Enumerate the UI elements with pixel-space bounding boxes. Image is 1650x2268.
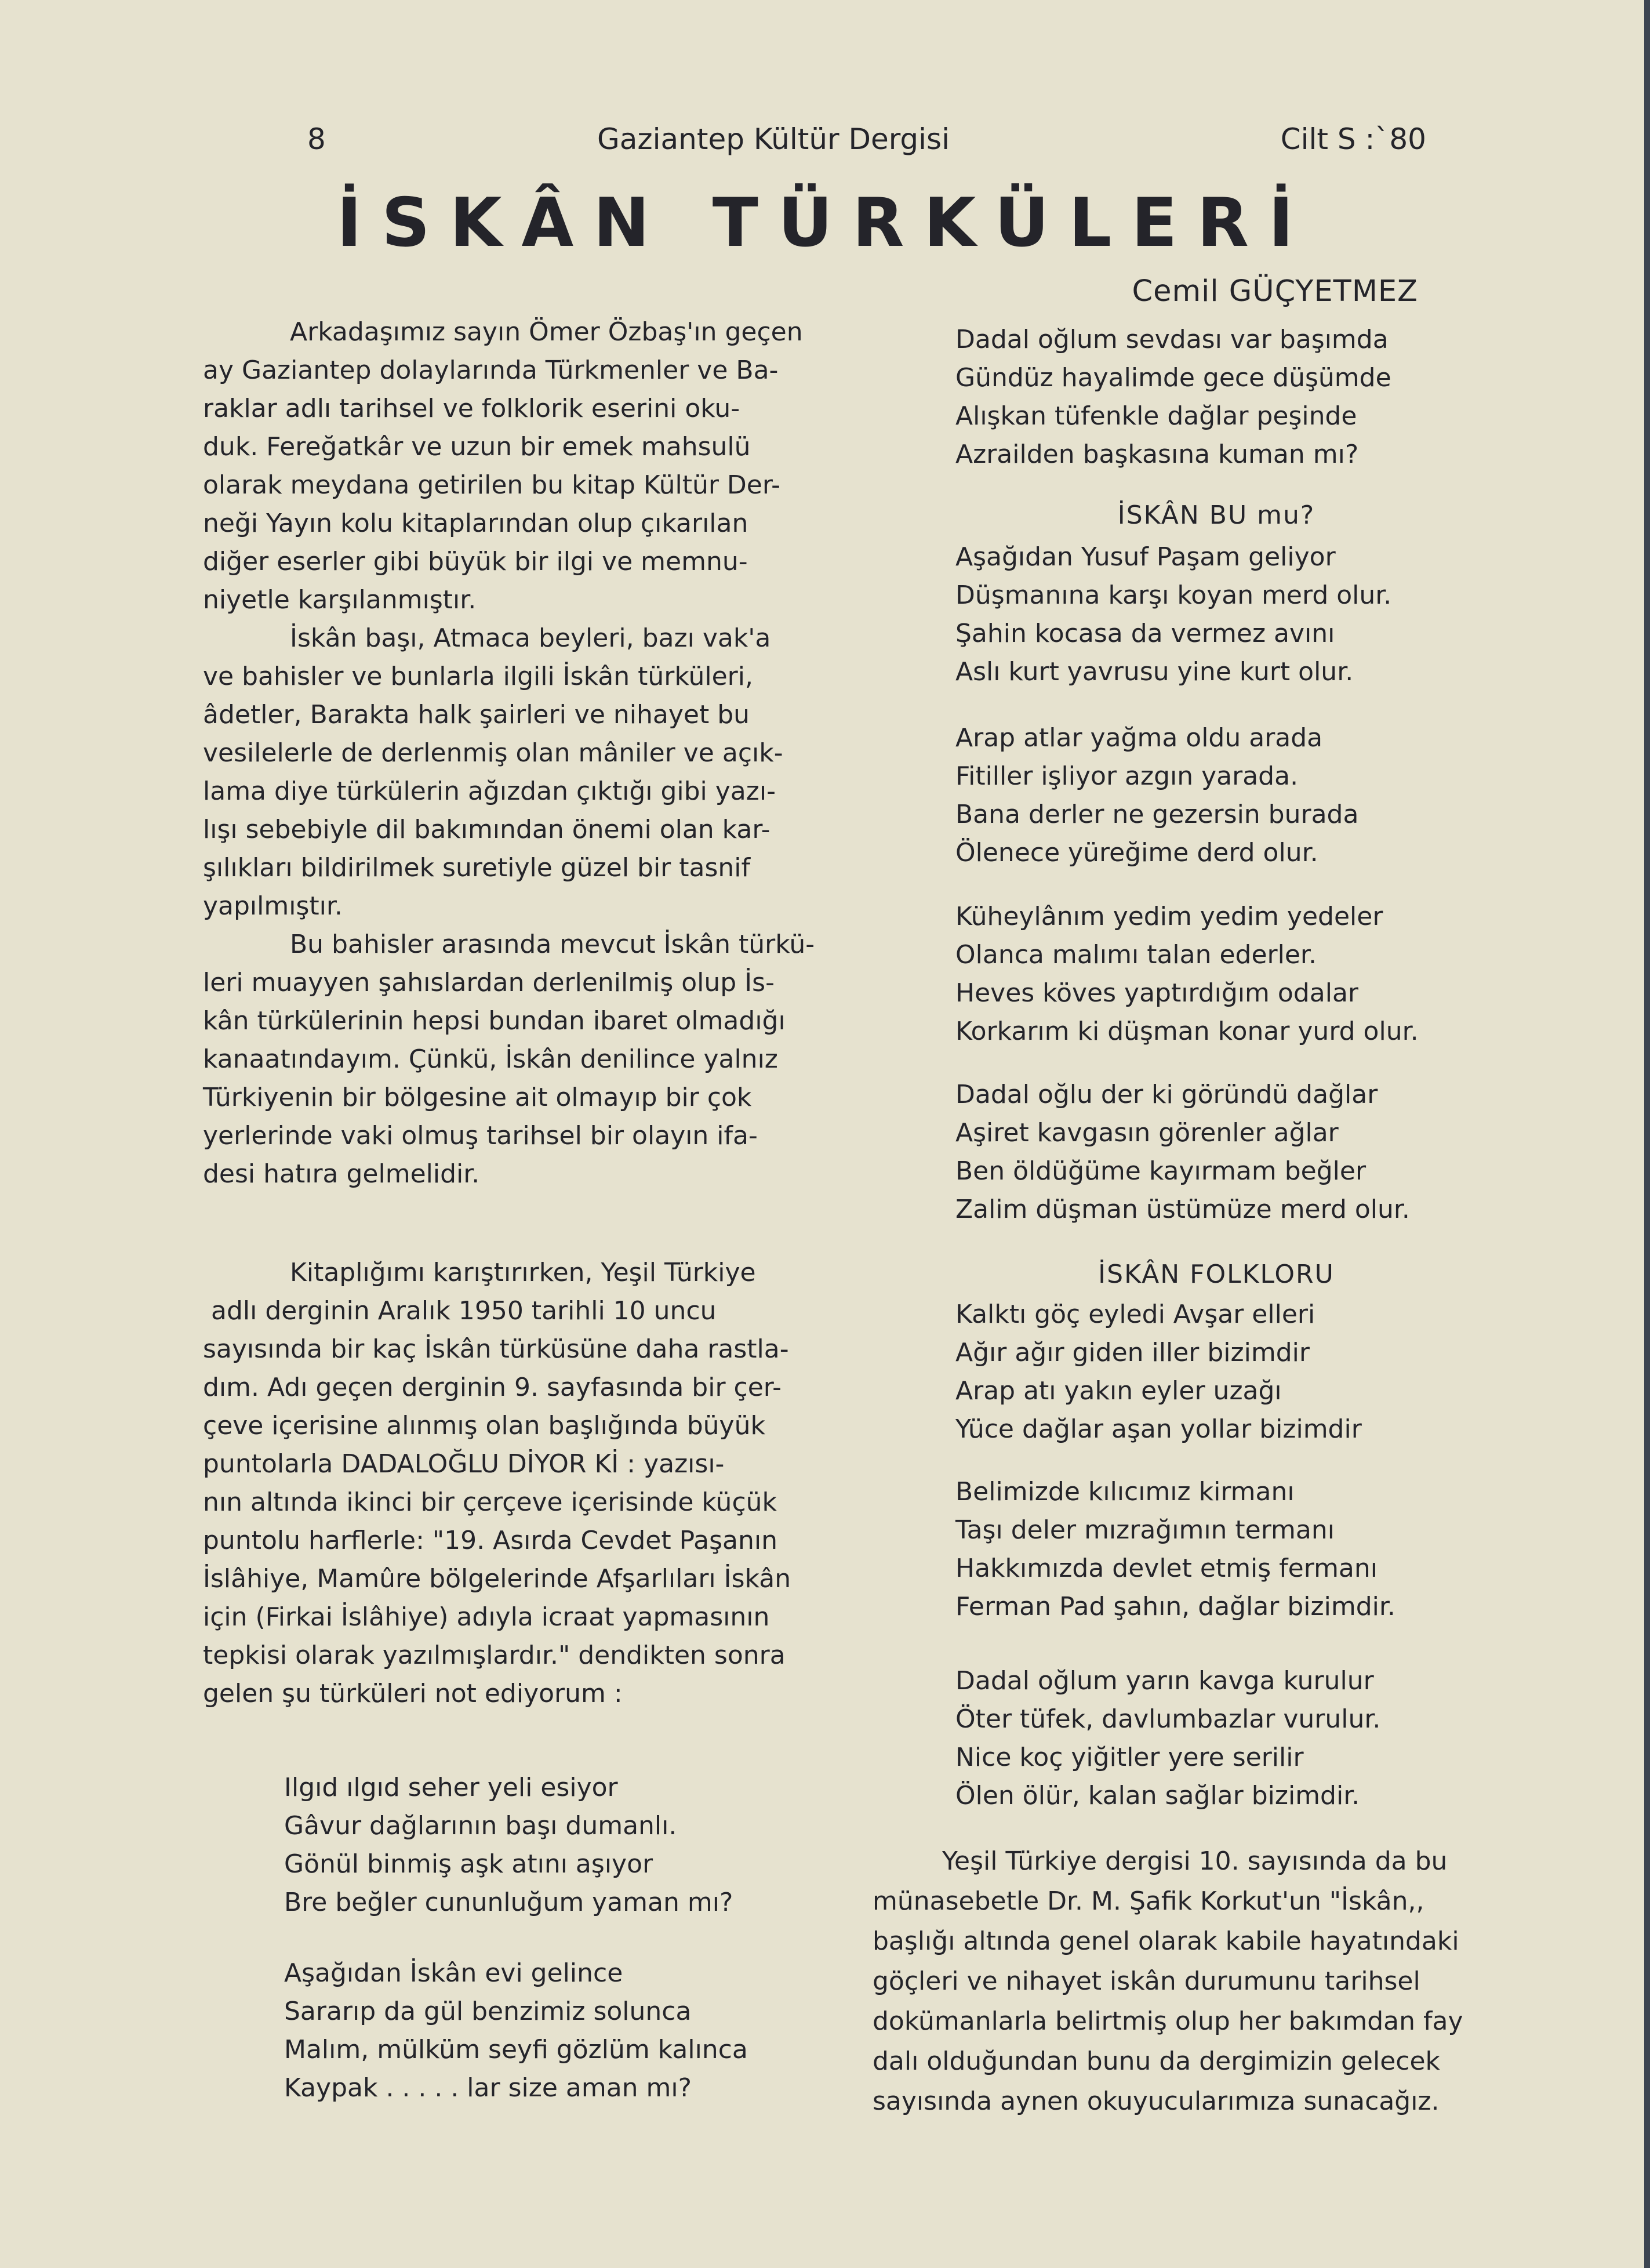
- verse-line: Aslı kurt yavrusu yine kurt olur.: [955, 657, 1354, 687]
- text-line: dım. Adı geçen derginin 9. sayfasında bir çer-: [203, 1373, 782, 1402]
- verse-line: Alışkan tüfenkle dağlar peşinde: [955, 401, 1357, 431]
- text-line: göçleri ve nihayet iskân durumunu tarihsel: [873, 1966, 1420, 1996]
- binding-edge: [1644, 0, 1650, 2268]
- verse-line: Aşiret kavgasın görenler ağlar: [955, 1118, 1339, 1148]
- verse-line: Arap atı yakın eyler uzağı: [955, 1376, 1282, 1406]
- text-line: niyetle karşılanmıştır.: [203, 585, 477, 615]
- right-verse-1: [955, 321, 1477, 474]
- right-verse-3: [955, 719, 1477, 872]
- text-line: İslâhiye, Mamûre bölgelerinde Afşarlıları İskân: [203, 1564, 791, 1594]
- verse-line: Ilgıd ılgıd seher yeli esiyor: [284, 1773, 618, 1802]
- paragraph-2: [203, 619, 841, 926]
- text-line: dokümanlarla belirtmiş olup her bakımdan fay: [873, 2006, 1463, 2036]
- text-line: raklar adlı tarihsel ve folklorik eserini oku-: [203, 394, 740, 423]
- right-verse-4: [955, 898, 1477, 1051]
- text-line: dalı olduğundan bunu da dergimizin gelecek: [873, 2046, 1440, 2076]
- magazine-title: Gaziantep Kültür Dergisi: [597, 122, 950, 156]
- author-name: Cemil GÜÇYETMEZ: [1132, 274, 1418, 309]
- verse-line: Hakkımızda devlet etmiş fermanı: [955, 1554, 1378, 1583]
- paragraph-4: [203, 1254, 841, 1713]
- text-line: puntolarla DADALOĞLU DİYOR Kİ : yazısı-: [203, 1449, 725, 1479]
- verse-line: Ben öldüğüme kayırmam beğler: [955, 1156, 1366, 1186]
- text-line: leri muayyen şahıslardan derlenilmiş olup İs-: [203, 968, 775, 997]
- verse-line: Dadal oğlu der ki göründü dağlar: [955, 1080, 1378, 1109]
- text-line: münasebetle Dr. M. Şafik Korkut'un "İskân,,: [873, 1886, 1424, 1916]
- text-line: gelen şu türküleri not ediyorum :: [203, 1679, 623, 1708]
- verse-line: Ağır ağır giden iller bizimdir: [955, 1338, 1310, 1367]
- closing-paragraph: [873, 1841, 1510, 2121]
- verse-line: Ferman Pad şahın, dağlar bizimdir.: [955, 1592, 1395, 1621]
- right-verse-5: [955, 1076, 1477, 1229]
- paragraph-3: [203, 926, 841, 1193]
- verse-line: Arap atlar yağma oldu arada: [955, 723, 1323, 753]
- verse-line: Azrailden başkasına kuman mı?: [955, 440, 1359, 469]
- verse-line: Öter tüfek, davlumbazlar vurulur.: [955, 1704, 1381, 1734]
- verse-line: Zalim düşman üstümüze merd olur.: [955, 1195, 1410, 1224]
- verse-line: Gönül binmiş aşk atını aşıyor: [284, 1849, 653, 1879]
- left-verse-2: [284, 1954, 806, 2107]
- article-title: İSKÂN TÜRKÜLERİ: [336, 184, 1314, 262]
- text-line: kân türkülerinin hepsi bundan ibaret olmadığı: [203, 1006, 786, 1036]
- text-line: yapılmıştır.: [203, 891, 343, 921]
- text-line: Yeşil Türkiye dergisi 10. sayısında da bu: [942, 1846, 1448, 1876]
- text-line: nın altında ikinci bir çerçeve içerisinde küçük: [203, 1487, 777, 1517]
- text-line: puntolu harflerle: "19. Asırda Cevdet Paşanın: [203, 1526, 778, 1555]
- text-line: lışı sebebiyle dil bakımından önemi olan kar-: [203, 815, 771, 844]
- page-number: 8: [307, 122, 326, 156]
- verse-line: Aşağıdan İskân evi gelince: [284, 1958, 623, 1988]
- verse-line: Kalktı göç eyledi Avşar elleri: [955, 1300, 1315, 1329]
- text-line: sayısında bir kaç İskân türküsüne daha rastla-: [203, 1334, 789, 1364]
- verse-line: Gâvur dağlarının başı dumanlı.: [284, 1811, 677, 1841]
- verse-line: Taşı deler mızrağımın termanı: [955, 1515, 1335, 1545]
- intro-paragraph: [203, 313, 841, 619]
- text-line: olarak meydana getirilen bu kitap Kültür Der-: [203, 470, 781, 500]
- text-line: ay Gaziantep dolaylarında Türkmenler ve Ba-: [203, 355, 779, 385]
- verse-line: Dadal oğlum yarın kavga kurulur: [955, 1666, 1374, 1696]
- text-line: çeve içerisine alınmış olan başlığında büyük: [203, 1411, 765, 1440]
- verse-line: Olanca malımı talan ederler.: [955, 940, 1317, 970]
- left-column-lower: [203, 1254, 841, 1713]
- text-line: ve bahisler ve bunlarla ilgili İskân türküleri,: [203, 662, 753, 691]
- left-column: [203, 313, 841, 1193]
- verse-line: Malım, mülküm seyfi gözlüm kalınca: [284, 2035, 748, 2064]
- text-line: başlığı altında genel olarak kabile hayatındaki: [873, 1926, 1459, 1956]
- verse-line: Şahin kocasa da vermez avını: [955, 619, 1335, 648]
- left-verse-1: [284, 1769, 806, 1922]
- text-line: İskân başı, Atmaca beyleri, bazı vak'a: [290, 623, 771, 653]
- verse-line: Nice koç yiğitler yere serilir: [955, 1743, 1304, 1772]
- verse-line: Dadal oğlum sevdası var başımda: [955, 325, 1389, 354]
- verse-line: Gündüz hayalimde gece düşümde: [955, 363, 1391, 393]
- text-line: âdetler, Barakta halk şairleri ve nihayet bu: [203, 700, 750, 730]
- right-verse-6: [955, 1296, 1477, 1449]
- verse-line: Belimizde kılıcımız kirmanı: [955, 1477, 1295, 1507]
- verse-line: Küheylânım yedim yedim yedeler: [955, 902, 1383, 931]
- verse-line: Bre beğler cununluğum yaman mı?: [284, 1888, 733, 1917]
- text-line: desi hatıra gelmelidir.: [203, 1159, 480, 1189]
- verse-line: Fitiller işliyor azgın yarada.: [955, 761, 1299, 791]
- right-verse-8: [955, 1662, 1477, 1815]
- text-line: şılıkları bildirilmek suretiyle güzel bir tasnif: [203, 853, 751, 883]
- text-line: Kitaplığımı karıştırırken, Yeşil Türkiye: [290, 1258, 756, 1287]
- text-line: Bu bahisler arasında mevcut İskân türkü-: [290, 930, 815, 959]
- verse-line: Düşmanına karşı koyan merd olur.: [955, 580, 1392, 610]
- running-header: [307, 116, 1426, 162]
- text-line: için (Firkai İslâhiye) adıyla icraat yapmasının: [203, 1602, 770, 1632]
- verse-line: Bana derler ne gezersin burada: [955, 800, 1359, 829]
- verse-line: Sararıp da gül benzimiz solunca: [284, 1997, 692, 2026]
- verse-line: Ölen ölür, kalan sağlar bizimdir.: [955, 1781, 1360, 1810]
- text-line: yerlerinde vaki olmuş tarihsel bir olayın ifa-: [203, 1121, 758, 1151]
- right-verse-7: [955, 1473, 1477, 1626]
- verse-line: Ölenece yüreğime derd olur.: [955, 838, 1318, 868]
- text-line: duk. Fereğatkâr ve uzun bir emek mahsulü: [203, 432, 751, 462]
- text-line: tepkisi olarak yazılmışlardır." dendikten sonra: [203, 1641, 786, 1670]
- section-heading-iskan-folkloru: İSKÂN FOLKLORU: [1098, 1260, 1335, 1289]
- right-verse-2: [955, 538, 1477, 691]
- verse-line: Aşağıdan Yusuf Paşam geliyor: [955, 542, 1336, 572]
- text-line: lama diye türkülerin ağızdan çıktığı gibi yazı-: [203, 776, 776, 806]
- verse-line: Kaypak . . . . . lar size aman mı?: [284, 2073, 692, 2103]
- text-line: Türkiyenin bir bölgesine ait olmayıp bir çok: [203, 1083, 752, 1112]
- section-heading-iskan-bu-mu: İSKÂN BU mu?: [1117, 500, 1315, 530]
- text-line: diğer eserler gibi büyük bir ilgi ve memnu-: [203, 547, 748, 576]
- verse-line: Heves köves yaptırdığım odalar: [955, 978, 1358, 1008]
- volume-number: Cilt S :`80: [1280, 122, 1426, 156]
- text-line: vesilelerle de derlenmiş olan mâniler ve açık-: [203, 738, 783, 768]
- text-line: sayısında aynen okuyucularımıza sunacağız.: [873, 2086, 1440, 2116]
- text-line: adlı derginin Aralık 1950 tarihli 10 uncu: [211, 1296, 717, 1326]
- text-line: Arkadaşımız sayın Ömer Özbaş'ın geçen: [290, 317, 803, 347]
- verse-line: Korkarım ki düşman konar yurd olur.: [955, 1017, 1419, 1046]
- verse-line: Yüce dağlar aşan yollar bizimdir: [955, 1414, 1362, 1444]
- text-line: neği Yayın kolu kitaplarından olup çıkarılan: [203, 509, 748, 538]
- text-line: kanaatındayım. Çünkü, İskân denilince yalnız: [203, 1044, 778, 1074]
